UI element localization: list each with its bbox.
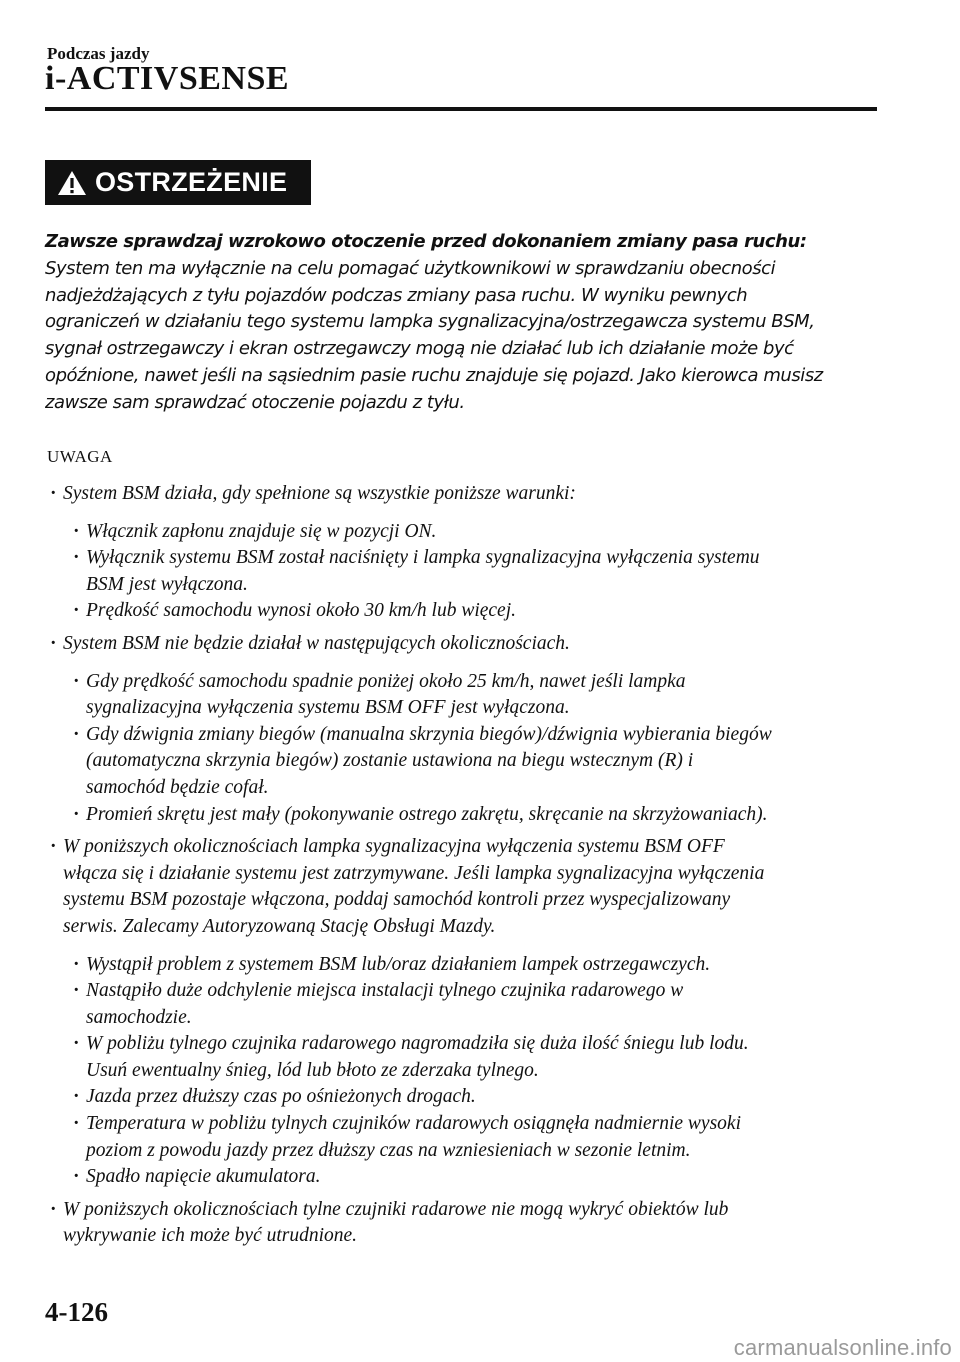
- sub-list-item-line: Usuń ewentualny śnieg, lód lub błoto ze zderzaka tylnego.: [86, 1059, 539, 1081]
- warning-line: System ten ma wyłącznie na celu pomagać użytkownikowi w sprawdzaniu obecności: [45, 257, 776, 279]
- section-label: Podczas jazdy: [47, 44, 150, 63]
- warning-banner: [45, 160, 311, 205]
- sub-list-item-line: · Nastąpiło duże odchylenie miejsca instalacji tylnego czujnika radarowego w: [86, 980, 684, 1002]
- sub-list-item-line: · Temperatura w pobliżu tylnych czujników radarowych osiągnęła nadmiernie wysoki: [86, 1113, 742, 1135]
- sub-list-item-line: · Wystąpił problem z systemem BSM lub/oraz działaniem lampek ostrzegawczych.: [86, 953, 711, 975]
- sub-list-item: [68, 1031, 885, 1084]
- sub-list-item: [68, 669, 885, 722]
- list-item: [45, 1197, 885, 1250]
- warning-text: [45, 229, 885, 417]
- sub-list-item-line: · Wyłącznik systemu BSM został naciśnięty i lampka sygnalizacyjna wyłączenia systemu: [86, 547, 760, 569]
- sub-list-item: [68, 802, 885, 829]
- list-item-line: włącza się i działanie systemu jest zatrzymywane. Jeśli lampka sygnalizacyjna wyłączenia: [63, 862, 765, 884]
- sub-list-item: [68, 519, 885, 546]
- list-item: [45, 631, 885, 658]
- list-item: [45, 834, 885, 940]
- warning-line: zawsze sam sprawdzać otoczenie pojazdu z tyłu.: [45, 391, 465, 413]
- note-list: [45, 481, 885, 1250]
- sub-list-item-line: · Gdy prędkość samochodu spadnie poniżej około 25 km/h, nawet jeśli lampka: [86, 670, 686, 692]
- sub-list-item-line: · Prędkość samochodu wynosi około 30 km/h lub więcej.: [86, 600, 516, 622]
- warning-line: sygnał ostrzegawczy i ekran ostrzegawczy mogą nie działać lub ich działanie może być: [45, 338, 794, 360]
- warning-line: nadjeżdżających z tyłu pojazdów podczas zmiany pasa ruchu. W wyniku pewnych: [45, 284, 748, 306]
- page-number: 4-126: [45, 1297, 108, 1327]
- sub-list-item-line: · Gdy dźwignia zmiany biegów (manualna skrzynia biegów)/dźwignia wybierania biegów: [86, 723, 772, 745]
- sub-list-item-line: · Promień skrętu jest mały (pokonywanie ostrego zakrętu, skręcanie na skrzyżowaniach).: [86, 803, 768, 825]
- sub-list-item-line: samochodzie.: [86, 1006, 192, 1028]
- sub-list-item: [68, 1084, 885, 1111]
- sub-list: [45, 519, 885, 625]
- warning-label: OSTRZEŻENIE: [95, 167, 288, 197]
- list-item-line: · System BSM nie będzie działał w następujących okolicznościach.: [63, 632, 570, 654]
- sub-list-item: [68, 598, 885, 625]
- list-item-line: serwis. Zalecamy Autoryzowaną Stację Obsługi Mazdy.: [63, 915, 496, 937]
- sub-list-item-line: BSM jest wyłączona.: [86, 573, 248, 595]
- sub-list-item: [68, 1111, 885, 1164]
- sub-list: [45, 669, 885, 829]
- page-title: i-ACTIVSENSE: [45, 60, 290, 97]
- list-item-line: · W poniższych okolicznościach lampka sygnalizacyjna wyłączenia systemu BSM OFF: [63, 836, 725, 858]
- note-label: UWAGA: [47, 447, 113, 466]
- sub-list-item: [68, 722, 885, 802]
- sub-list-item-line: sygnalizacyjna wyłączenia systemu BSM OFF jest wyłączona.: [86, 697, 570, 719]
- sub-list-item: [68, 1164, 885, 1191]
- list-item-line: wykrywanie ich może być utrudnione.: [63, 1225, 358, 1247]
- sub-list-item-line: (automatyczna skrzynia biegów) zostanie ustawiona na biegu wstecznym (R) i: [86, 750, 694, 772]
- warning-line: ograniczeń w działaniu tego systemu lampka sygnalizacyjna/ostrzegawcza systemu BSM,: [45, 311, 815, 333]
- sub-list-item-line: · W pobliżu tylnego czujnika radarowego nagromadziła się duża ilość śniegu lub lodu.: [86, 1033, 749, 1055]
- watermark: carmanualsonline.info: [733, 1335, 952, 1360]
- warning-lead: Zawsze sprawdzaj wzrokowo otoczenie przed dokonaniem zmiany pasa ruchu:: [45, 231, 807, 252]
- sub-list-item: [68, 978, 885, 1031]
- list-item-line: systemu BSM pozostaje włączona, poddaj samochód kontroli przez wyspecjalizowany: [63, 889, 731, 911]
- sub-list-item-line: · Jazda przez dłuższy czas po ośnieżonych drogach.: [86, 1086, 476, 1108]
- warning-triangle-icon: [57, 169, 87, 197]
- sub-list-item-line: · Włącznik zapłonu znajduje się w pozycji ON.: [86, 520, 437, 542]
- list-item: [45, 481, 885, 508]
- header-rule: [45, 107, 877, 111]
- sub-list-item-line: · Spadło napięcie akumulatora.: [86, 1166, 321, 1188]
- list-item-line: · W poniższych okolicznościach tylne czujniki radarowe nie mogą wykryć obiektów lub: [63, 1198, 729, 1220]
- sub-list-item: [68, 952, 885, 979]
- sub-list: [45, 952, 885, 1191]
- list-item-line: · System BSM działa, gdy spełnione są wszystkie poniższe warunki:: [63, 483, 576, 504]
- sub-list-item-line: samochód będzie cofał.: [86, 776, 269, 798]
- sub-list-item-line: poziom z powodu jazdy przez dłuższy czas na wzniesieniach w sezonie letnim.: [86, 1139, 691, 1161]
- sub-list-item: [68, 545, 885, 598]
- warning-line: opóźnione, nawet jeśli na sąsiednim pasie ruchu znajduje się pojazd. Jako kierowca musisz: [45, 364, 823, 386]
